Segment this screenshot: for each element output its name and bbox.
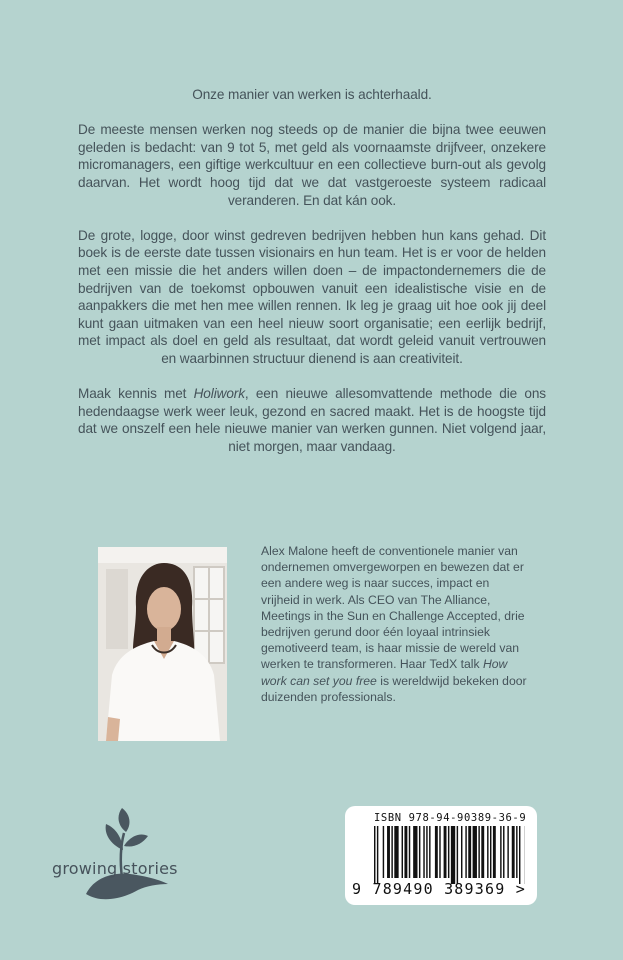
author-bio	[261, 543, 529, 705]
back-cover-blurb	[78, 86, 546, 473]
book-title-holiwork: Holiwork	[193, 386, 245, 402]
author-photo	[98, 547, 227, 741]
barcode-digits: 9 789490 389369 >	[352, 880, 526, 898]
blurb-p4-start: Maak kennis met	[78, 386, 194, 402]
growing-stories-logo-icon	[50, 800, 200, 910]
publisher-name: growing stories	[52, 859, 178, 878]
tedx-talk-title: How work can set you free	[261, 657, 508, 688]
blurb-paragraph-1: Onze manier van werken is achterhaald.	[192, 87, 432, 102]
blurb-paragraph-2: De meeste mensen werken nog steeds op de manier die bijna twee eeuwen geleden is bedacht: van 9 tot 5, met geld als voornaamste drijfveer, onzekere micromanagers, een giftige werkcultuur en een collectieve burn-out als gevolg daarvan. Het wordt hoog tijd dat we dat vastgeroeste systeem radicaal veranderen. En dat kán ook.	[78, 122, 546, 208]
bio-text-end: is wereldwijd bekeken door duizenden professionals.	[261, 673, 527, 704]
bio-text-start: Alex Malone heeft de conventionele manier van ondernemen omvergeworpen en bewezen dat er een andere weg is naar succes, impact en vrijheid in werk. Als CEO van The Alliance, Meetings in the Sun en Challenge Accepted, drie bedrijven gerund door één loyaal intrinsiek gemotiveerd team, is haar missie de wereld van werken te transformeren. Haar TedX talk	[261, 544, 525, 672]
isbn-label: ISBN 978-94-90389-36-9	[374, 812, 527, 824]
blurb-p4-end: , een nieuwe allesomvattende methode die ons hedendaagse werk weer leuk, gezond en sacred maakt. Het is de hoogste tijd dat we onszelf een hele nieuwe manier van werken gunnen. Niet volgend jaar, niet morgen, maar vandaag.	[78, 386, 546, 454]
blurb-paragraph-4	[78, 385, 546, 455]
blurb-paragraph-3: De grote, logge, door winst gedreven bedrijven hebben hun kans gehad. Dit boek is de eerste date tussen visionairs en hun team. Het is er voor de helden met een missie die het anders willen doen – de impactondernemers die de bedrijven van de toekomst opbouwen vanuit een idealistische visie en de aanpakkers die met hen mee willen rennen. Ik leg je graag uit hoe ook jij deel kunt gaan uitmaken van een heel nieuw soort organisatie; een eerlijk bedrijf, met impact als doel en geld als resultaat, dat wordt geleid vanuit vertrouwen en waarbinnen structuur dienend is aan creativiteit.	[78, 227, 546, 366]
isbn-barcode	[360, 826, 525, 884]
